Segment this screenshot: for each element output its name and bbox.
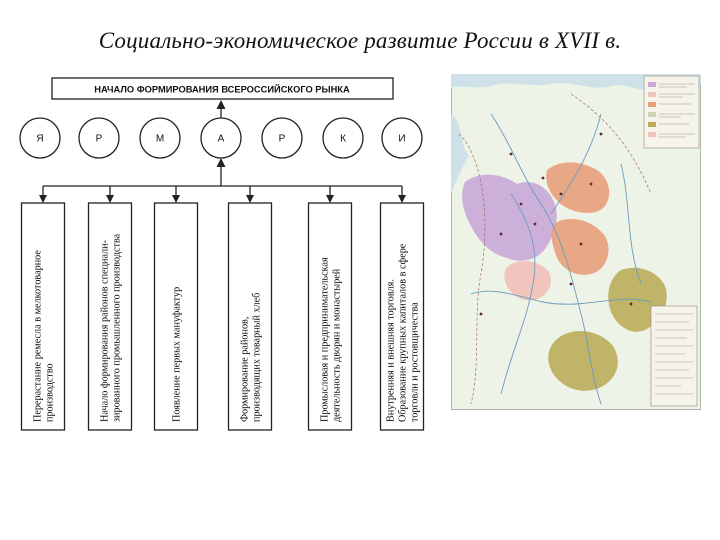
legend-swatch (648, 92, 656, 97)
arrow-down-icon (246, 195, 254, 203)
slide-title: Социально-экономическое развитие России в XVII в. (98, 28, 622, 53)
circle-letter: К (340, 133, 346, 145)
arrow-up-icon (217, 158, 226, 167)
arrow-down-icon (398, 195, 406, 203)
legend-swatch (648, 112, 656, 117)
circle-letter: Р (278, 133, 286, 145)
arrow-down-icon (172, 195, 180, 203)
factor-text: Образование крупных капиталов в сфере (397, 243, 409, 422)
factor-text: зированного промышленного производства (111, 233, 123, 422)
legend-swatch (648, 82, 656, 87)
letter-circles (20, 118, 422, 158)
arrow-down-icon (326, 195, 334, 203)
circle-letter: И (398, 133, 406, 145)
map-legend-box-2 (651, 306, 697, 406)
factor-text: производящих товарный хлеб (251, 292, 263, 422)
legend-swatch (648, 132, 656, 137)
factor-text: Промысловая и предпринимательская (319, 257, 331, 422)
legend-swatch (648, 122, 656, 127)
factor-columns (22, 203, 424, 430)
circle-letter: Я (36, 133, 44, 145)
arrow-up-icon (217, 100, 226, 109)
arrow-down-icon (106, 195, 114, 203)
economic-map (451, 74, 701, 410)
factor-text: производство (44, 363, 56, 422)
circle-letter: М (155, 133, 165, 145)
factor-text: деятельность дворян и монастырей (331, 268, 343, 422)
factor-text: Появление первых мануфактур (171, 286, 183, 422)
circle-letter: А (217, 133, 225, 145)
factor-text: Формирование районов, (239, 316, 251, 422)
factor-text: Внутренняя и внешняя торговля. (385, 279, 397, 422)
factor-text: Перерастание ремесла в мелкотоварное (32, 250, 44, 422)
circle-letter: Р (95, 133, 103, 145)
factor-text: торговли и ростовщичества (409, 302, 421, 422)
scheme-header: НАЧАЛО ФОРМИРОВАНИЯ ВСЕРОССИЙСКОГО РЫНКА (94, 84, 350, 95)
factor-text: Начало формирования районов специали- (99, 240, 111, 422)
legend-swatch (648, 102, 656, 107)
arrow-down-icon (39, 195, 47, 203)
